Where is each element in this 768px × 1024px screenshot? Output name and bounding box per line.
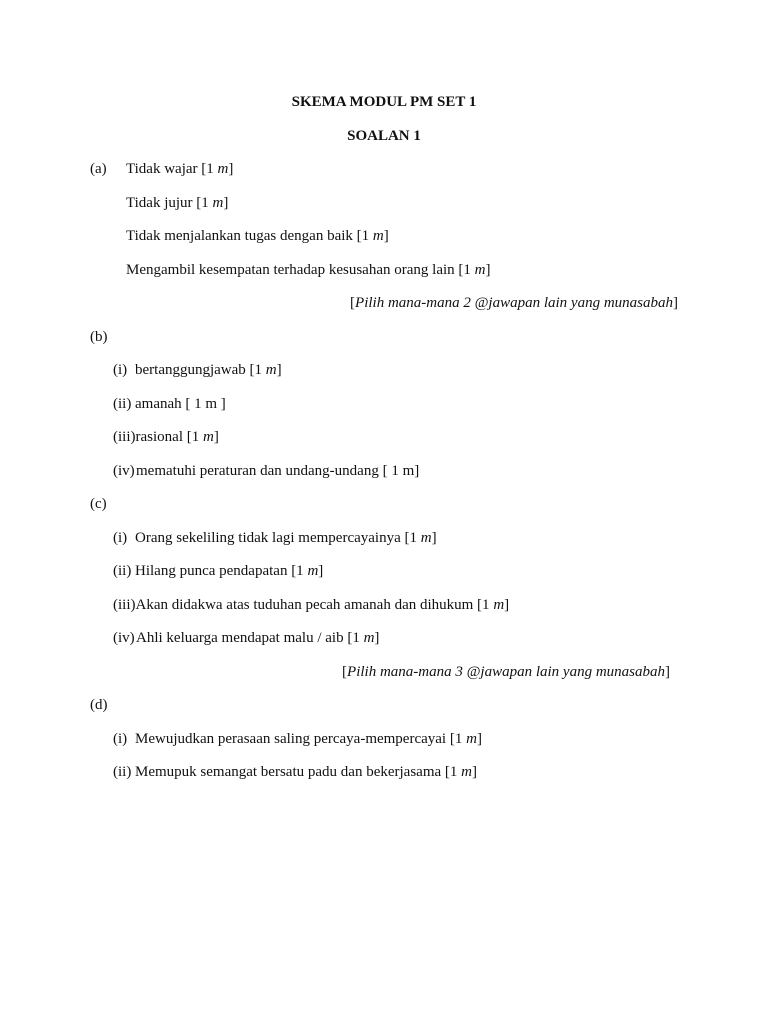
part-b-label: (b) (90, 329, 108, 345)
part-c-item: (iii)Akan didakwa atas tuduhan pecah amanah dan dihukum [1 m] (113, 597, 510, 613)
part-d-item: (i) (113, 731, 128, 747)
part-c-item: (iv) (113, 630, 135, 646)
part-a-label: (a) (90, 161, 107, 177)
part-b-item: (iv) (113, 463, 135, 479)
part-d-item-text: Memupuk semangat bersatu padu dan bekerjasama [1 m] (135, 764, 477, 780)
part-b-item: (ii) (113, 396, 132, 412)
part-d-item: (ii) (113, 764, 132, 780)
part-b-item-text: mematuhi peraturan dan undang-undang [ 1 m] (136, 463, 420, 479)
part-d-item-text: Mewujudkan perasaan saling percaya-mempercayai [1 m] (135, 731, 482, 747)
part-b-item: (i) (113, 362, 128, 378)
part-b-item-text: amanah [ 1 m ] (135, 396, 226, 412)
part-c-item: (ii) (113, 563, 132, 579)
part-c-item: (i) (113, 530, 128, 546)
document-title: SKEMA MODUL PM SET 1 (291, 94, 477, 110)
part-a-item: Tidak wajar [1 m] (126, 161, 234, 177)
part-d-label: (d) (90, 697, 108, 713)
part-c-item-text: Orang sekeliling tidak lagi mempercayainya [1 m] (135, 530, 437, 546)
part-c-note: [Pilih mana-mana 3 @jawapan lain yang munasabah] (342, 664, 670, 680)
part-c-item-text: Ahli keluarga mendapat malu / aib [1 m] (136, 630, 380, 646)
part-b-item: (iii)rasional [1 m] (113, 429, 219, 445)
part-c-label: (c) (90, 496, 107, 512)
question-heading: SOALAN 1 (347, 128, 421, 144)
part-a-item: Tidak menjalankan tugas dengan baik [1 m] (126, 228, 389, 244)
part-a-item: Mengambil kesempatan terhadap kesusahan orang lain [1 m] (126, 262, 491, 278)
part-a-item: Tidak jujur [1 m] (126, 195, 229, 211)
part-a-note: [Pilih mana-mana 2 @jawapan lain yang munasabah] (350, 295, 678, 311)
part-c-item-text: Hilang punca pendapatan [1 m] (135, 563, 324, 579)
part-b-item-text: bertanggungjawab [1 m] (135, 362, 282, 378)
